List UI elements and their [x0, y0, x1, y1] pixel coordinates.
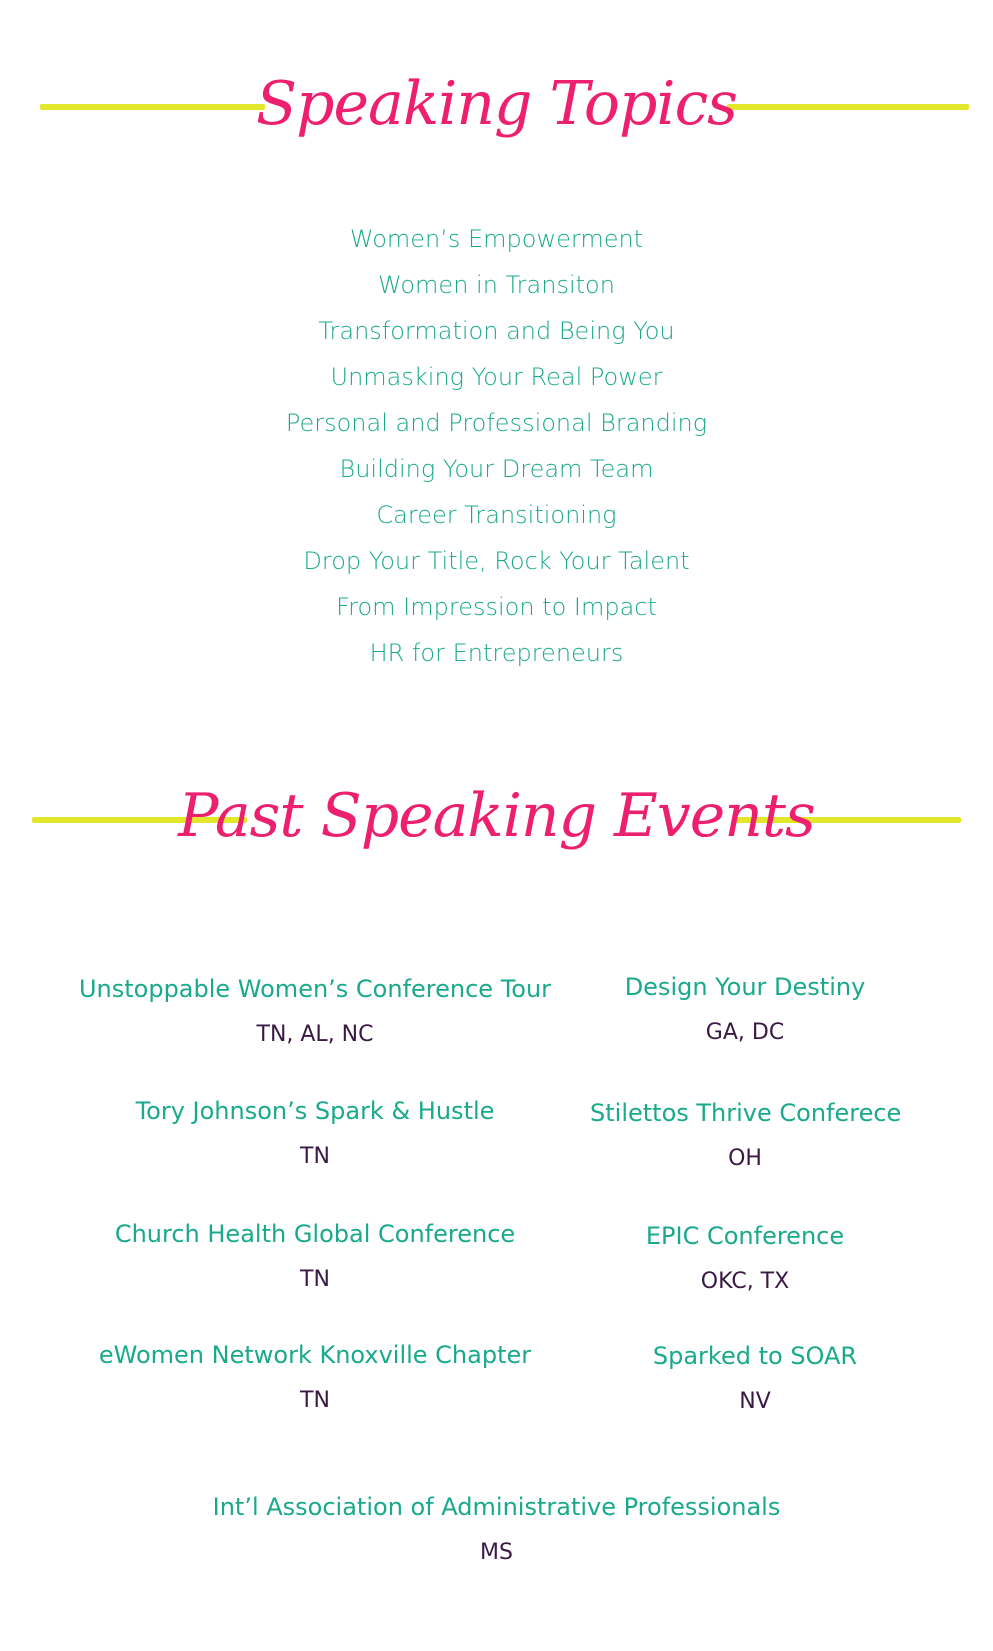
- event-location: OKC, TX: [700, 1269, 790, 1294]
- event-name: Unstoppable Women’s Conference Tour: [78, 975, 552, 1003]
- event-name: eWomen Network Knoxville Chapter: [98, 1341, 532, 1369]
- event-name: Tory Johnson’s Spark & Hustle: [135, 1097, 495, 1125]
- event-name: Int’l Association of Administrative Professionals: [212, 1493, 781, 1521]
- past-events-heading: Past Speaking Events: [178, 781, 815, 851]
- topic-item: HR for Entrepreneurs: [369, 639, 624, 667]
- event-entry: [40, 1096, 590, 1172]
- speaking-topics-list: [0, 216, 993, 676]
- event-name: Sparked to SOAR: [652, 1342, 858, 1370]
- event-entry: [590, 1221, 900, 1297]
- event-location: TN: [300, 1144, 330, 1169]
- event-entry: [590, 1098, 900, 1174]
- event-entry: [40, 1340, 590, 1416]
- event-location: TN: [300, 1388, 330, 1413]
- event-location: OH: [728, 1146, 762, 1171]
- event-entry: [590, 972, 900, 1048]
- event-location: MS: [480, 1540, 513, 1565]
- event-name: Stilettos Thrive Conferece: [590, 1099, 902, 1127]
- event-name: Design Your Destiny: [624, 973, 866, 1001]
- event-location: TN, AL, NC: [256, 1022, 374, 1047]
- event-entry: [40, 1219, 590, 1295]
- event-location: GA, DC: [705, 1020, 785, 1045]
- topic-item: Transformation and Being You: [318, 317, 675, 345]
- topic-item: Women in Transiton: [378, 271, 615, 299]
- speaking-topics-heading: Speaking Topics: [256, 69, 737, 139]
- topic-item: Building Your Dream Team: [339, 455, 654, 483]
- event-entry: [40, 974, 590, 1050]
- topic-item: From Impression to Impact: [336, 593, 657, 621]
- topic-item: Drop Your Title, Rock Your Talent: [303, 547, 690, 575]
- topic-item: Unmasking Your Real Power: [330, 363, 663, 391]
- topic-item: Personal and Professional Branding: [285, 409, 708, 437]
- topic-item: Women’s Empowerment: [349, 225, 644, 253]
- event-entry: [600, 1341, 910, 1417]
- event-name: EPIC Conference: [645, 1222, 845, 1250]
- event-name: Church Health Global Conference: [114, 1220, 516, 1248]
- topic-item: Career Transitioning: [376, 501, 617, 529]
- event-location: TN: [300, 1267, 330, 1292]
- event-location: NV: [739, 1389, 771, 1414]
- event-entry: [0, 1492, 993, 1568]
